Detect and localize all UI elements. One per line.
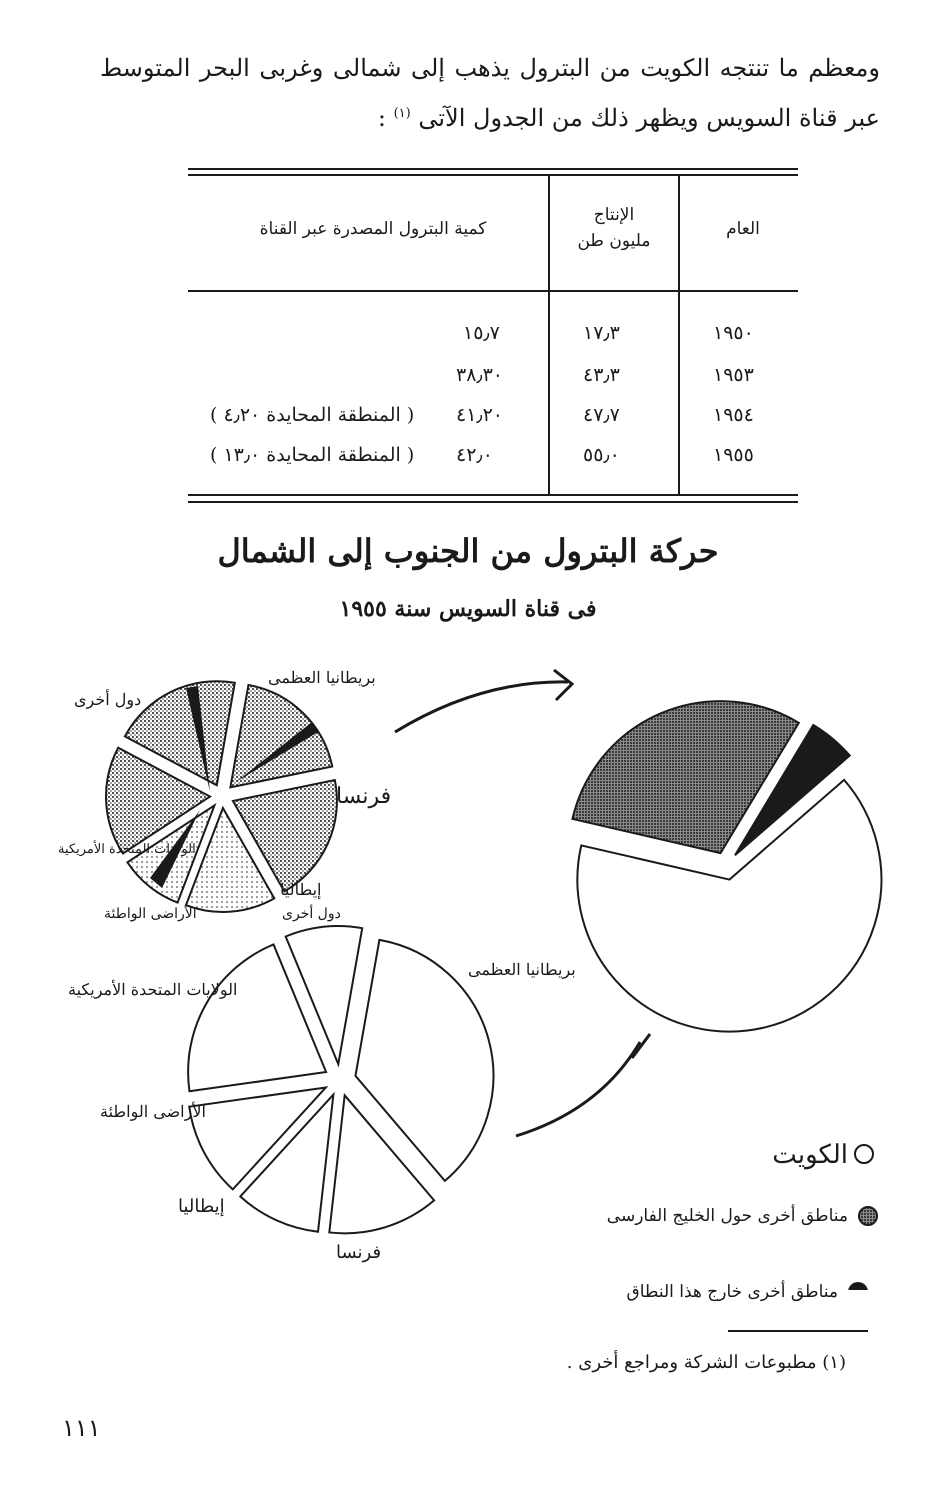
row-1950-production: ١٧٫٣: [583, 322, 620, 344]
table-bottom-rule: [188, 494, 798, 496]
pie-destinations-lower: [188, 926, 493, 1233]
row-1953-exported: ٣٨٫٣٠: [456, 364, 503, 386]
pie-destinations-upper: [106, 681, 337, 912]
page-number: ١١١: [62, 1414, 101, 1442]
intro-text: ومعظم ما تنتجه الكويت من البترول يذهب إلى شمالى وغربى البحر المتوسط عبر قناة السويس ويظهر ذلك من الجدول الآتى: [100, 54, 880, 132]
row-1954-year: ١٩٥٤: [713, 404, 754, 426]
lower-label-britain: بريطانيا العظمى: [468, 960, 576, 979]
lower-label-italy: إيطاليا: [178, 1196, 225, 1217]
intro-colon: :: [377, 104, 386, 132]
production-table: [188, 168, 798, 504]
table-header-rule: [188, 290, 798, 292]
row-1953-production: ٤٣٫٣: [583, 364, 620, 386]
row-1954-production: ٤٧٫٧: [583, 404, 620, 426]
row-1950-year: ١٩٥٠: [713, 322, 754, 344]
footnote-rule: [728, 1330, 868, 1332]
legend-swatch-kuwait: [855, 1145, 873, 1163]
row-1953-year: ١٩٥٣: [713, 364, 754, 386]
flow-arrow-bottom: [516, 1042, 640, 1136]
upper-label-italy: إيطاليا: [280, 880, 322, 899]
table-top-rule-inner: [188, 174, 798, 176]
upper-label-others: دول أخرى: [74, 690, 142, 709]
legend-label-gulf: مناطق أخرى حول الخليج الفارسى: [606, 1206, 848, 1226]
upper-label-netherlands: الأراضى الواطئة: [104, 906, 197, 922]
header-production-line1: الإنتاج: [593, 205, 635, 225]
lower-label-others: دول أخرى: [282, 906, 341, 922]
upper-label-britain: بريطانيا العظمى: [268, 668, 376, 687]
table-divider-right: [678, 176, 680, 494]
intro-footnote-ref: (١): [393, 106, 411, 121]
upper-label-usa: الولايات المتحدة الأمريكية: [58, 842, 196, 857]
table-top-rule: [188, 168, 798, 170]
figure-title: حركة البترول من الجنوب إلى الشمال: [217, 532, 719, 570]
legend-swatch-gulf: [859, 1207, 877, 1225]
row-1955-exported: ٤٢٫٠: [456, 444, 493, 466]
footnote-marker: (١): [822, 1352, 846, 1373]
pie-origin: [572, 701, 881, 1031]
legend-label-outside: مناطق أخرى خارج هذا النطاق: [626, 1282, 838, 1302]
header-production: [550, 202, 678, 254]
footnote-text: مطبوعات الشركة ومراجع أخرى .: [566, 1352, 817, 1373]
footnote: [567, 1352, 846, 1373]
lower-label-usa: الولايات المتحدة الأمريكية: [68, 980, 238, 999]
header-exported: كمية البترول المصدرة عبر القناة: [259, 219, 487, 239]
row-1954-exported: ٤١٫٢٠: [456, 404, 503, 426]
figure-subtitle: فى قناة السويس سنة ١٩٥٥: [339, 596, 597, 622]
row-1954-note: ( المنطقة المحايدة ٤٫٢٠ ): [210, 404, 415, 426]
legend-swatch-outside: [848, 1282, 868, 1290]
table-bottom-rule-inner: [188, 501, 798, 503]
header-production-unit: مليون طن: [577, 231, 651, 251]
header-year: العام: [726, 219, 760, 239]
flow-arrow-top-head: [554, 670, 572, 700]
row-1955-year: ١٩٥٥: [713, 444, 754, 466]
lower-label-france: فرنسا: [336, 1242, 382, 1263]
upper-slice-1: [230, 685, 332, 787]
flow-arrow-bottom-head: [632, 1034, 650, 1058]
flow-arrow-top: [395, 682, 568, 732]
row-1955-production: ٥٥٫٠: [583, 444, 620, 466]
lower-label-netherlands: الأراضى الواطئة: [100, 1102, 206, 1121]
row-1950-exported: ١٥٫٧: [463, 322, 500, 344]
intro-paragraph: [100, 45, 880, 141]
row-1955-note: ( المنطقة المحايدة ١٣٫٠ ): [210, 444, 415, 466]
upper-label-france: فرنسا: [336, 784, 392, 809]
legend-label-kuwait: الكويت: [772, 1140, 848, 1170]
